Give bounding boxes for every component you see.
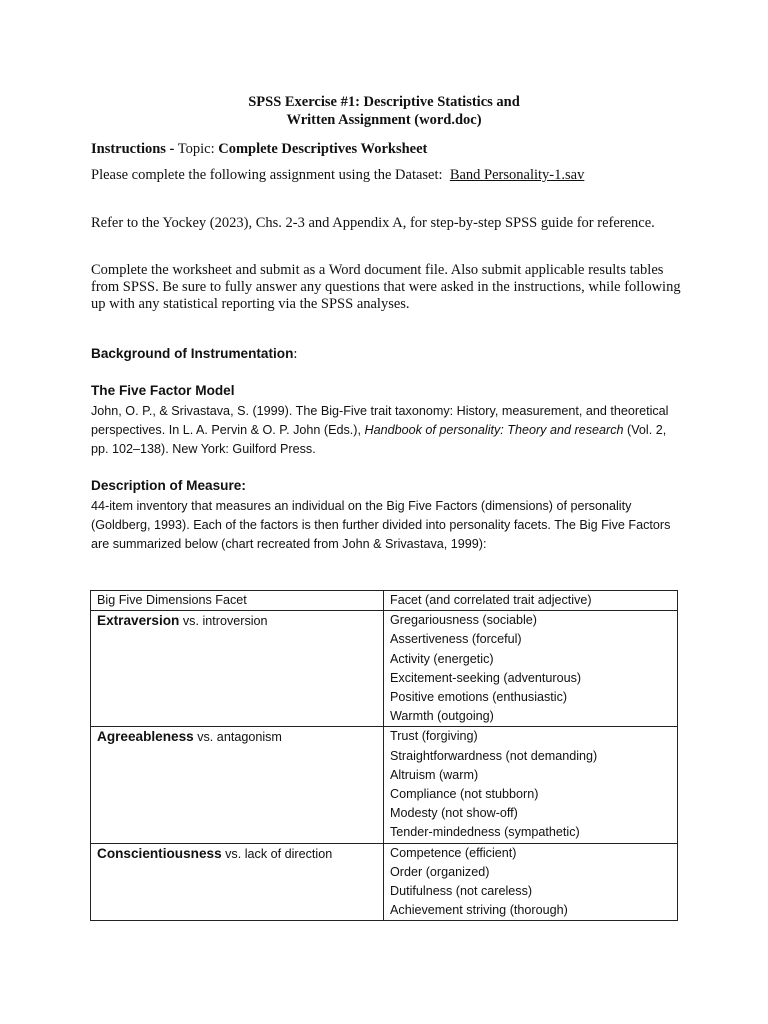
complete-paragraph: Complete the worksheet and submit as a Word document file. Also submit applicable results tables from SPSS. Be sure to fully answer any questions that were asked in the instructions, while following up with any statistical reporting via the SPSS analyses. — [91, 262, 681, 312]
facet-item: Excitement-seeking (adventurous) — [390, 670, 582, 685]
facet-item: Positive emotions (enthusiastic) — [390, 690, 568, 705]
facet-item: Gregariousness (sociable) — [390, 613, 537, 628]
facet-item: Dutifulness (not careless) — [390, 884, 533, 899]
topic-title: Complete Descriptives Worksheet — [218, 141, 428, 157]
facet-cell — [384, 843, 678, 921]
dimension-contrast: vs. antagonism — [193, 730, 282, 745]
table-row — [91, 727, 678, 843]
dimension-cell — [91, 727, 384, 843]
background-colon: : — [293, 346, 298, 362]
citation-book-title: Handbook of personality: Theory and research — [364, 423, 624, 437]
table-header-facet: Facet (and correlated trait adjective) — [384, 591, 678, 611]
big-five-table — [90, 590, 678, 921]
dimension-contrast: vs. introversion — [179, 614, 268, 629]
facet-item: Achievement striving (thorough) — [390, 903, 568, 918]
document-title — [0, 94, 768, 129]
facet-item: Assertiveness (forceful) — [390, 632, 522, 647]
facet-cell — [384, 611, 678, 727]
dataset-text: Please complete the following assignment using the Dataset: — [91, 167, 443, 183]
facet-item: Compliance (not stubborn) — [390, 787, 539, 802]
title-line-1: SPSS Exercise #1: Descriptive Statistics and — [248, 94, 520, 110]
background-heading-line — [91, 345, 681, 363]
measure-heading: Description of Measure: — [91, 478, 246, 493]
table-row — [91, 843, 678, 921]
dataset-file-name: Band Personality-1.sav — [449, 167, 585, 183]
dimension-cell — [91, 611, 384, 727]
dimension-cell — [91, 843, 384, 921]
dimension-contrast: vs. lack of direction — [221, 846, 333, 861]
facet-item: Activity (energetic) — [390, 651, 494, 666]
dimension-name: Extraversion — [97, 613, 180, 629]
table-header-row — [91, 591, 678, 611]
measure-description: 44-item inventory that measures an individual on the Big Five Factors (dimensions) of personality (Goldberg, 1993). Each of the factors is then further divided into personality facets. The Big Five Factors are summarized below (chart recreated from John & Srivastava, 1999): — [91, 499, 671, 551]
facet-item: Trust (forgiving) — [390, 729, 478, 744]
title-line-2: Written Assignment (word.doc) — [286, 111, 482, 128]
facet-item: Altruism (warm) — [390, 767, 479, 782]
dimension-name: Conscientiousness — [97, 845, 222, 861]
five-factor-citation — [91, 402, 681, 459]
facet-item: Warmth (outgoing) — [390, 709, 494, 724]
facet-item: Tender-mindedness (sympathetic) — [390, 825, 580, 840]
table-row — [91, 611, 678, 727]
background-heading: Background of Instrumentation — [91, 346, 294, 361]
refer-paragraph: Refer to the Yockey (2023), Chs. 2-3 and Appendix A, for step-by-step SPSS guide for reference. — [91, 215, 655, 231]
instructions-line — [91, 141, 681, 158]
topic-prefix: Topic: — [174, 141, 219, 157]
dataset-line — [91, 167, 681, 184]
five-factor-heading: The Five Factor Model — [91, 383, 235, 398]
facet-item: Order (organized) — [390, 864, 490, 879]
citation-start: John, O. P., & Srivastava, S. (1999). The Big-Five trait taxonomy: History, measurement, and theoretical perspectives. In L. A. Pervin & O. P. John (Eds.), — [91, 404, 669, 437]
facet-item: Modesty (not show-off) — [390, 806, 518, 821]
citation-end: (Vol. 2, pp. 102–138). New York: Guilford Press. — [91, 423, 667, 456]
facet-item: Straightforwardness (not demanding) — [390, 748, 598, 763]
table-header-dimension: Big Five Dimensions Facet — [91, 591, 384, 611]
facet-cell — [384, 727, 678, 843]
facet-item: Competence (efficient) — [390, 845, 517, 860]
dimension-name: Agreeableness — [97, 729, 194, 745]
instructions-label: Instructions - — [91, 141, 175, 157]
